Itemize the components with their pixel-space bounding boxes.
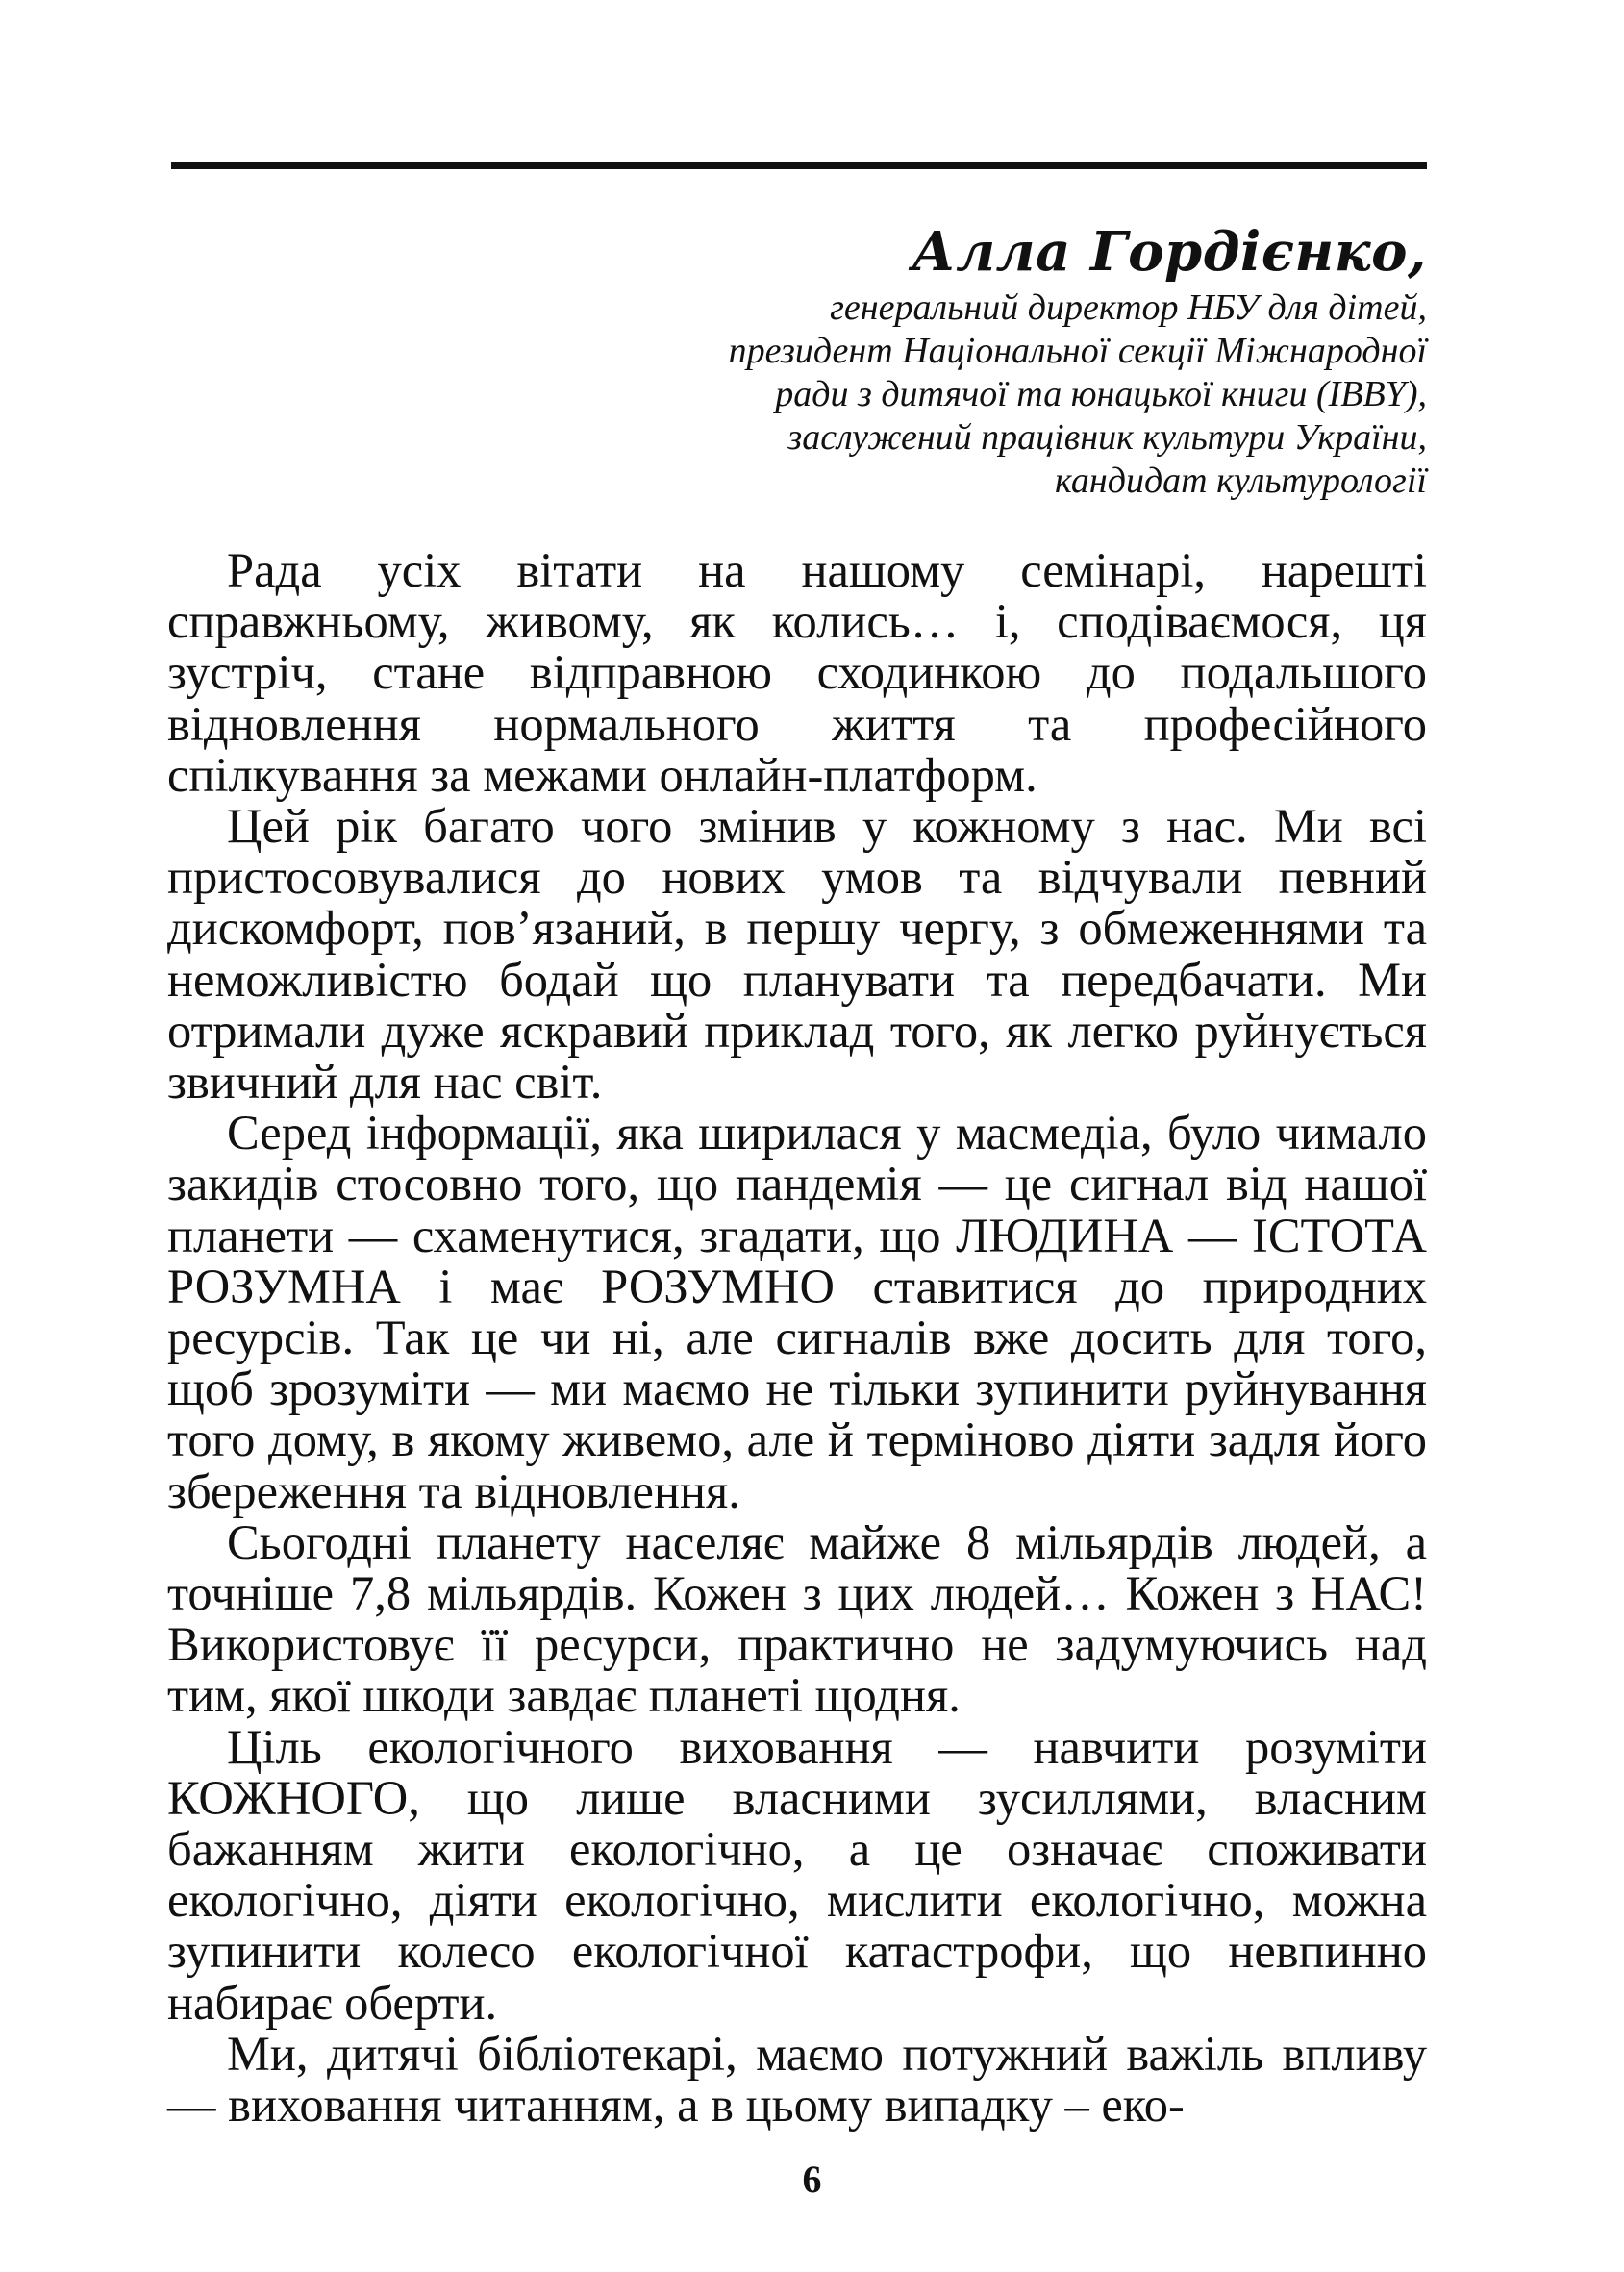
- page-number: 6: [802, 2158, 822, 2201]
- paragraph: Ціль екологічного виховання — навчити розуміти КОЖНОГО, що лише власними зусиллями, власним бажанням жити екологічно, а це означає споживати екологічно, діяти екологічно, мислити екологічно, можна зупинити колесо екологічної катастрофи, що невпинно набирає оберти.: [167, 1719, 1427, 2030]
- paragraph: Рада усіх вітати на нашому семінарі, нарешті справжньому, живому, як колись… і, сподіваємося, ця зустріч, стане відправною сходинкою до подальшого відновлення нормального життя та професійного спілкування за межами онлайн-платформ.: [167, 543, 1427, 802]
- author-title-line: заслужений працівник культури України,: [787, 417, 1427, 458]
- header-rule: [171, 162, 1427, 169]
- article-body: [167, 545, 1427, 2131]
- paragraph: Ми, дитячі бібліотекарі, маємо потужний важіль впливу — виховання читанням, а в цьому випадку – еко-: [167, 2026, 1427, 2133]
- author-title-line: генеральний директор НБУ для дітей,: [830, 287, 1427, 328]
- author-name: Алла Гордієнко,: [912, 220, 1427, 284]
- paragraph: Цей рік багато чого змінив у кожному з нас. Ми всі пристосовувалися до нових умов та відчували певний дискомфорт, пов’язаний, в першу чергу, з обмеженнями та неможливістю бодай що планувати та передбачати. Ми отримали дуже яскравий приклад того, як легко руйнується звичний для нас світ.: [167, 799, 1427, 1110]
- paragraph: Серед інформації, яка ширилася у масмедіа, було чимало закидів стосовно того, що пандемія — це сигнал від нашої планети — схаменутися, згадати, що ЛЮДИНА — ІСТОТА РОЗУМНА і має РОЗУМНО ставитися до природних ресурсів. Так це чи ні, але сигналів вже досить для того, щоб зрозуміти — ми маємо не тільки зупинити руйнування того дому, в якому живемо, але й терміново діяти задля його збереження та відновлення.: [167, 1106, 1427, 1518]
- author-title-line: кандидат культурології: [1055, 461, 1427, 501]
- author-title-line: президент Національної секції Міжнародної: [728, 331, 1427, 371]
- paragraph: Сьогодні планету населяє майже 8 мільярдів людей, а точніше 7,8 мільярдів. Кожен з цих людей… Кожен з НАС! Використовує її ресурси, практично не задумуючись над тим, якої шкоди завдає планеті щодня.: [167, 1514, 1427, 1723]
- author-title-line: ради з дитячої та юнацької книги (IBBY),: [775, 374, 1427, 414]
- author-block: [369, 217, 1427, 503]
